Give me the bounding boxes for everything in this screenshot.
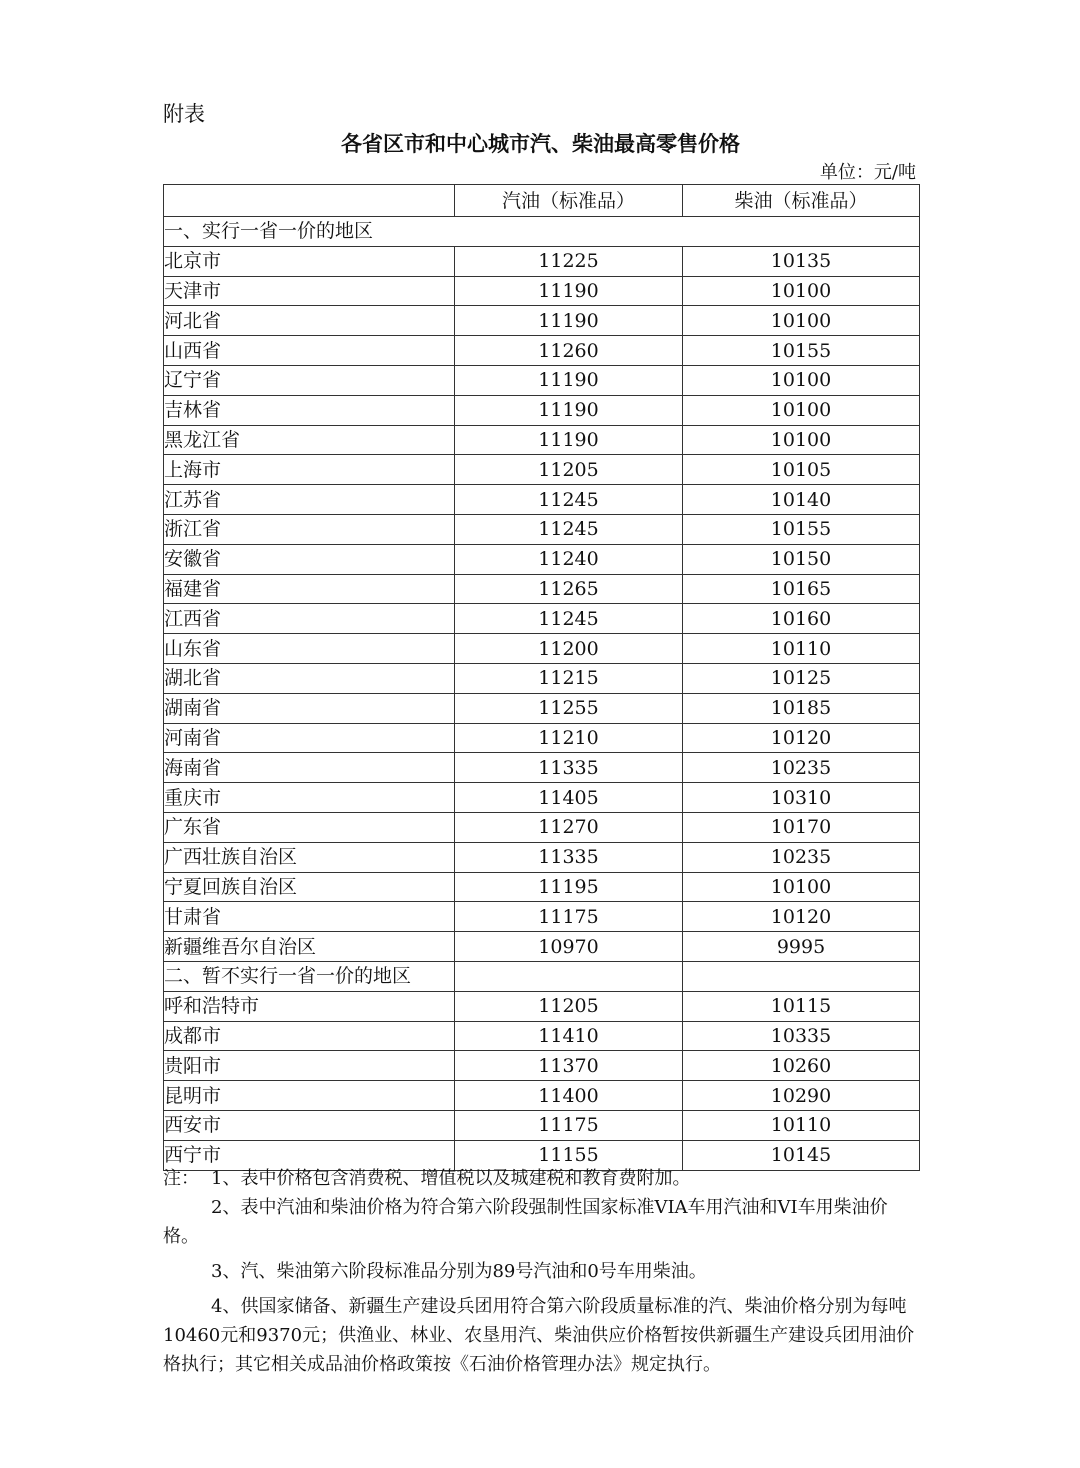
diesel-price-cell: 10290 <box>683 1081 920 1111</box>
region-cell: 湖北省 <box>164 663 455 693</box>
note-item: 注： 1、表中价格包含消费税、增值税以及城建税和教育费附加。 <box>163 1164 919 1193</box>
table-row <box>164 1110 920 1140</box>
appendix-label: 附表 <box>163 102 205 126</box>
empty-cell <box>683 961 920 991</box>
table-row <box>164 306 920 336</box>
region-cell: 山西省 <box>164 336 455 366</box>
diesel-price-cell: 10110 <box>683 1110 920 1140</box>
empty-cell <box>455 961 683 991</box>
table-header <box>164 185 920 217</box>
gasoline-price-cell: 11335 <box>455 842 683 872</box>
region-cell: 河北省 <box>164 306 455 336</box>
diesel-price-cell: 10100 <box>683 276 920 306</box>
diesel-price-cell: 9995 <box>683 932 920 962</box>
diesel-price-cell: 10110 <box>683 634 920 664</box>
table-row <box>164 872 920 902</box>
gasoline-price-cell: 11225 <box>455 246 683 276</box>
table-row <box>164 425 920 455</box>
table-row <box>164 365 920 395</box>
gasoline-price-cell: 11200 <box>455 634 683 664</box>
region-cell: 上海市 <box>164 455 455 485</box>
region-cell: 黑龙江省 <box>164 425 455 455</box>
gasoline-price-cell: 11195 <box>455 872 683 902</box>
diesel-price-cell: 10100 <box>683 872 920 902</box>
gasoline-price-cell: 11405 <box>455 783 683 813</box>
table-row <box>164 1051 920 1081</box>
diesel-price-cell: 10100 <box>683 395 920 425</box>
gasoline-price-cell: 11175 <box>455 902 683 932</box>
note-item: 2、表中汽油和柴油价格为符合第六阶段强制性国家标准VIA车用汽油和VI车用柴油价格。 <box>163 1197 888 1247</box>
gasoline-price-cell: 11190 <box>455 276 683 306</box>
price-table <box>163 184 920 1171</box>
table-row <box>164 693 920 723</box>
gasoline-price-cell: 11370 <box>455 1051 683 1081</box>
gasoline-price-cell: 11410 <box>455 1021 683 1051</box>
gasoline-price-cell: 11190 <box>455 425 683 455</box>
gasoline-price-cell: 11335 <box>455 753 683 783</box>
region-cell: 江西省 <box>164 604 455 634</box>
diesel-price-cell: 10165 <box>683 574 920 604</box>
gasoline-price-cell: 11270 <box>455 812 683 842</box>
gasoline-price-cell: 11190 <box>455 365 683 395</box>
diesel-price-cell: 10235 <box>683 753 920 783</box>
gasoline-price-cell: 11205 <box>455 455 683 485</box>
header-row <box>164 185 920 217</box>
diesel-price-cell: 10105 <box>683 455 920 485</box>
gasoline-price-cell: 10970 <box>455 932 683 962</box>
table-row <box>164 753 920 783</box>
region-cell: 山东省 <box>164 634 455 664</box>
gasoline-price-cell: 11155 <box>455 1140 683 1170</box>
table-row <box>164 485 920 515</box>
region-cell: 福建省 <box>164 574 455 604</box>
gasoline-price-cell: 11190 <box>455 306 683 336</box>
gasoline-price-cell: 11240 <box>455 544 683 574</box>
diesel-price-cell: 10150 <box>683 544 920 574</box>
diesel-price-cell: 10100 <box>683 425 920 455</box>
section-heading: 一、实行一省一价的地区 <box>164 217 920 247</box>
gasoline-price-cell: 11245 <box>455 485 683 515</box>
region-cell: 昆明市 <box>164 1081 455 1111</box>
table-row <box>164 783 920 813</box>
region-cell: 河南省 <box>164 723 455 753</box>
gasoline-price-cell: 11245 <box>455 514 683 544</box>
table-row <box>164 1021 920 1051</box>
document-title: 各省区市和中心城市汽、柴油最高零售价格 <box>341 132 740 156</box>
diesel-price-cell: 10335 <box>683 1021 920 1051</box>
header-region <box>164 185 455 217</box>
diesel-price-cell: 10235 <box>683 842 920 872</box>
diesel-price-cell: 10170 <box>683 812 920 842</box>
section-row <box>164 217 920 247</box>
header-gasoline: 汽油（标准品） <box>455 185 683 217</box>
region-cell: 辽宁省 <box>164 365 455 395</box>
table-row <box>164 991 920 1021</box>
section-heading: 二、暂不实行一省一价的地区 <box>164 961 455 991</box>
region-cell: 浙江省 <box>164 514 455 544</box>
diesel-price-cell: 10100 <box>683 365 920 395</box>
diesel-price-cell: 10135 <box>683 246 920 276</box>
table-row <box>164 336 920 366</box>
gasoline-price-cell: 11215 <box>455 663 683 693</box>
diesel-price-cell: 10125 <box>683 663 920 693</box>
diesel-price-cell: 10100 <box>683 306 920 336</box>
region-cell: 安徽省 <box>164 544 455 574</box>
region-cell: 广西壮族自治区 <box>164 842 455 872</box>
gasoline-price-cell: 11400 <box>455 1081 683 1111</box>
diesel-price-cell: 10155 <box>683 514 920 544</box>
table-row <box>164 276 920 306</box>
region-cell: 西宁市 <box>164 1140 455 1170</box>
note-item: 4、供国家储备、新疆生产建设兵团用符合第六阶段质量标准的汽、柴油价格分别为每吨10460元和9370元；供渔业、林业、农垦用汽、柴油供应价格暂按供新疆生产建设兵团用油价格执行；其它相关成品油价格政策按《石油价格管理办法》规定执行。 <box>163 1296 915 1375</box>
region-cell: 北京市 <box>164 246 455 276</box>
diesel-price-cell: 10260 <box>683 1051 920 1081</box>
diesel-price-cell: 10140 <box>683 485 920 515</box>
section-row <box>164 961 920 991</box>
gasoline-price-cell: 11175 <box>455 1110 683 1140</box>
region-cell: 吉林省 <box>164 395 455 425</box>
gasoline-price-cell: 11265 <box>455 574 683 604</box>
gasoline-price-cell: 11210 <box>455 723 683 753</box>
table-row <box>164 902 920 932</box>
region-cell: 成都市 <box>164 1021 455 1051</box>
region-cell: 海南省 <box>164 753 455 783</box>
table-row <box>164 514 920 544</box>
diesel-price-cell: 10310 <box>683 783 920 813</box>
gasoline-price-cell: 11205 <box>455 991 683 1021</box>
diesel-price-cell: 10120 <box>683 723 920 753</box>
table-row <box>164 932 920 962</box>
unit-label: 单位：元/吨 <box>819 162 916 183</box>
table-row <box>164 723 920 753</box>
table-row <box>164 634 920 664</box>
table-body <box>164 217 920 1171</box>
table-row <box>164 544 920 574</box>
region-cell: 新疆维吾尔自治区 <box>164 932 455 962</box>
table-row <box>164 455 920 485</box>
table-row <box>164 604 920 634</box>
region-cell: 江苏省 <box>164 485 455 515</box>
region-cell: 天津市 <box>164 276 455 306</box>
region-cell: 贵阳市 <box>164 1051 455 1081</box>
region-cell: 呼和浩特市 <box>164 991 455 1021</box>
region-cell: 重庆市 <box>164 783 455 813</box>
table-row <box>164 1081 920 1111</box>
table-row <box>164 842 920 872</box>
table-row <box>164 395 920 425</box>
gasoline-price-cell: 11190 <box>455 395 683 425</box>
diesel-price-cell: 10115 <box>683 991 920 1021</box>
region-cell: 湖南省 <box>164 693 455 723</box>
table-row <box>164 663 920 693</box>
diesel-price-cell: 10160 <box>683 604 920 634</box>
note-item: 3、汽、柴油第六阶段标准品分别为89号汽油和0号车用柴油。 <box>211 1261 707 1282</box>
region-cell: 宁夏回族自治区 <box>164 872 455 902</box>
diesel-price-cell: 10185 <box>683 693 920 723</box>
table-row <box>164 574 920 604</box>
table-row <box>164 246 920 276</box>
table-row <box>164 812 920 842</box>
notes <box>163 1164 919 1379</box>
region-cell: 广东省 <box>164 812 455 842</box>
diesel-price-cell: 10145 <box>683 1140 920 1170</box>
region-cell: 西安市 <box>164 1110 455 1140</box>
gasoline-price-cell: 11260 <box>455 336 683 366</box>
diesel-price-cell: 10120 <box>683 902 920 932</box>
gasoline-price-cell: 11255 <box>455 693 683 723</box>
header-diesel: 柴油（标准品） <box>683 185 920 217</box>
region-cell: 甘肃省 <box>164 902 455 932</box>
gasoline-price-cell: 11245 <box>455 604 683 634</box>
diesel-price-cell: 10155 <box>683 336 920 366</box>
notes-label: 注： <box>163 1168 199 1189</box>
